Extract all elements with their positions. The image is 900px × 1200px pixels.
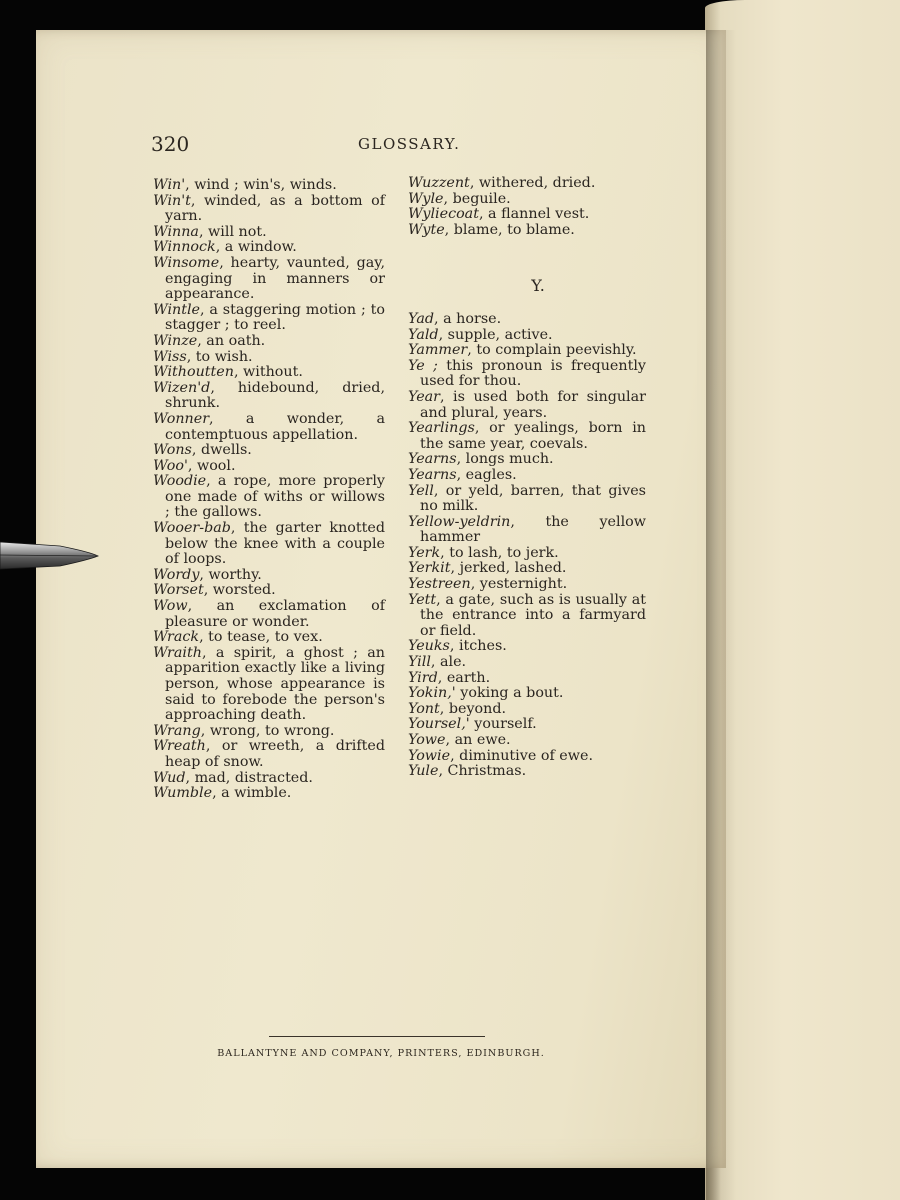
entry-definition: , or wreeth, a drifted heap of snow. — [165, 738, 385, 770]
entry-headword: Win't — [153, 192, 191, 209]
glossary-entry — [408, 749, 646, 765]
glossary-entry — [153, 178, 385, 194]
entry-definition: , a gate, such as is usually at the entrance into a farmyard or field. — [420, 591, 646, 639]
glossary-entry — [153, 412, 385, 443]
entry-headword: Wons — [153, 442, 192, 459]
glossary-entry — [153, 443, 385, 459]
entry-headword: Yokin,' — [408, 685, 456, 702]
entry-definition: , wool. — [187, 457, 236, 474]
glossary-entry — [408, 468, 646, 484]
entry-definition: , is used both for singular and plural, years. — [420, 388, 646, 421]
entry-definition: , wind ; win's, winds. — [185, 177, 337, 193]
entry-definition: , to complain peevishly. — [467, 342, 637, 359]
entry-headword: Winsome — [153, 254, 220, 271]
entry-definition: , itches. — [449, 638, 507, 655]
glossary-entry — [408, 421, 646, 452]
entry-headword: Yont — [408, 700, 440, 717]
glossary-entry — [408, 686, 646, 702]
entry-definition: , beguile. — [443, 190, 511, 207]
glossary-entry — [408, 452, 646, 468]
entry-definition: , diminutive of ewe. — [450, 747, 593, 764]
entry-headword: Yerk — [408, 544, 441, 561]
entry-headword: Yird — [408, 669, 438, 686]
glossary-column-right — [408, 176, 646, 780]
entry-definition: , a wonder, a contemptuous appellation. — [165, 410, 385, 443]
entry-definition: , longs much. — [456, 451, 554, 468]
entry-headword: Yammer — [408, 342, 468, 359]
entry-headword: Yearns — [408, 466, 457, 483]
glossary-entry — [153, 225, 385, 241]
printer-imprint: BALLANTYNE AND COMPANY, PRINTERS, EDINBURGH. — [217, 1048, 545, 1059]
entry-headword: Yald — [408, 326, 439, 343]
page-number: 320 — [151, 132, 190, 156]
entry-headword: Wyliecoat — [408, 206, 479, 223]
entry-headword: Wumble — [153, 785, 213, 802]
entry-headword: Yellow-yeldrin — [408, 513, 511, 530]
entry-definition: , without. — [233, 364, 303, 381]
entry-definition: , earth. — [437, 669, 491, 686]
entry-definition: , supple, active. — [438, 326, 553, 343]
entry-headword: Yett — [408, 591, 437, 608]
entry-headword: Yeuks — [408, 638, 450, 655]
entry-headword: Wrang — [153, 722, 201, 739]
entry-definition: , or yeld, barren, that gives no milk. — [420, 482, 646, 515]
glossary-entry — [408, 717, 646, 733]
glossary-entry — [153, 771, 385, 787]
glossary-entry — [408, 328, 646, 344]
glossary-entry — [408, 343, 646, 359]
entry-headword: Wintle — [153, 301, 201, 318]
entry-headword: Winnock — [153, 239, 216, 256]
entry-headword: Yill — [408, 654, 431, 671]
entry-headword: Yoursel,' — [408, 716, 470, 733]
entry-definition: , eagles. — [456, 466, 517, 483]
entry-definition: , withered, dried. — [469, 175, 596, 191]
entry-headword: Wud — [153, 769, 186, 786]
entry-definition: , worthy. — [199, 566, 262, 583]
entry-headword: Yerkit — [408, 560, 451, 577]
entry-headword: Yearlings — [408, 420, 475, 437]
entry-definition: , to lash, to jerk. — [440, 544, 559, 561]
glossary-entry — [408, 359, 646, 390]
entry-headword: Woo' — [153, 457, 188, 474]
entry-headword: Woodie — [153, 473, 207, 490]
glossary-entry — [408, 176, 646, 192]
entry-headword: Wyle — [408, 190, 444, 207]
entry-headword: Yowe — [408, 732, 446, 748]
glossary-entry — [153, 599, 385, 630]
glossary-column-left — [153, 178, 385, 802]
glossary-entry — [153, 739, 385, 770]
entry-definition: , the yellow hammer — [420, 513, 646, 546]
entry-definition: , to tease, to vex. — [199, 629, 323, 646]
glossary-entry — [153, 521, 385, 568]
footer-rule — [269, 1036, 485, 1037]
glossary-entry — [408, 223, 646, 239]
entry-headword: Wreath — [153, 738, 206, 755]
glossary-entry — [153, 568, 385, 584]
entry-headword: Wiss — [153, 348, 187, 365]
glossary-entry — [408, 312, 646, 328]
glossary-entry — [153, 459, 385, 475]
entry-headword: Wuzzent — [408, 175, 470, 191]
entry-headword: Yestreen — [408, 576, 471, 593]
glossary-entry — [153, 256, 385, 303]
entry-definition: , hidebound, dried, shrunk. — [165, 379, 385, 412]
glossary-entry — [153, 583, 385, 599]
entry-headword: Wizen'd — [153, 379, 211, 396]
entry-headword: Wrack — [153, 629, 200, 646]
entry-headword: Wonner — [153, 410, 210, 427]
glossary-entry — [408, 546, 646, 562]
entry-definition: , the garter knotted below the knee with a couple of loops. — [165, 520, 385, 568]
glossary-entry — [408, 207, 646, 223]
glossary-entry — [153, 350, 385, 366]
entry-definition: , an ewe. — [445, 732, 511, 748]
page-gutter-shadow — [706, 30, 736, 1200]
page-header — [36, 132, 726, 162]
entry-headword: Ye ; — [408, 357, 438, 374]
entry-definition: , beyond. — [439, 700, 507, 717]
entry-headword: Win' — [153, 177, 186, 193]
glossary-entry — [408, 639, 646, 655]
entry-headword: Yule — [408, 763, 439, 780]
entry-definition: , a staggering motion ; to stagger ; to reel. — [165, 301, 385, 334]
entry-definition: yoking a bout. — [455, 685, 564, 702]
entry-definition: , to wish. — [186, 348, 253, 365]
entry-headword: Yell — [408, 482, 434, 499]
glossary-entry — [153, 240, 385, 256]
entry-headword: Withoutten — [153, 364, 234, 381]
glossary-entry — [153, 646, 385, 724]
entry-definition: , worsted. — [203, 582, 276, 599]
entry-headword: Wooer-bab — [153, 520, 231, 537]
entry-definition: , Christmas. — [438, 763, 527, 780]
entry-headword: Worset — [153, 582, 204, 599]
entry-definition: , wrong, to wrong. — [200, 722, 335, 739]
glossary-entry — [153, 381, 385, 412]
glossary-entry — [153, 365, 385, 381]
entry-definition: , dwells. — [191, 442, 252, 459]
glossary-entry — [153, 786, 385, 802]
glossary-entry — [408, 655, 646, 671]
entry-definition: , winded, as a bottom of yarn. — [165, 192, 385, 225]
glossary-entry — [408, 671, 646, 687]
glossary-entry — [408, 764, 646, 780]
entry-definition: , ale. — [430, 654, 467, 671]
glossary-entry — [153, 334, 385, 350]
entry-definition: , an oath. — [197, 332, 266, 349]
section-letter-heading: Y. — [531, 276, 545, 296]
glossary-entry — [153, 630, 385, 646]
glossary-entry — [408, 577, 646, 593]
glossary-entry — [408, 390, 646, 421]
glossary-entry — [153, 474, 385, 521]
glossary-entry — [408, 192, 646, 208]
entry-definition: , an exclamation of pleasure or wonder. — [165, 598, 385, 630]
entry-definition: , a spirit, a ghost ; an apparition exactly like a living person, whose appearance is said to forebode the person's approaching death. — [165, 644, 385, 724]
book-page — [36, 30, 726, 1168]
entry-definition: , mad, distracted. — [185, 769, 313, 786]
entry-definition: , a flannel vest. — [478, 206, 590, 223]
entry-headword: Wow — [153, 598, 188, 615]
glossary-entry — [153, 303, 385, 334]
glossary-entry — [408, 515, 646, 546]
entry-headword: Yowie — [408, 747, 451, 764]
entry-definition: , blame, to blame. — [444, 221, 575, 238]
glossary-entry — [408, 593, 646, 640]
running-head: GLOSSARY. — [358, 135, 461, 153]
y-entries — [408, 312, 646, 780]
glossary-entry — [408, 484, 646, 515]
entry-headword: Wordy — [153, 566, 200, 583]
entry-headword: Yearns — [408, 451, 457, 468]
entry-headword: Wyte — [408, 221, 445, 238]
entry-definition: , or yealings, born in the same year, coevals. — [420, 420, 646, 452]
entry-headword: Winze — [153, 332, 198, 349]
entry-headword: Winna — [153, 223, 199, 240]
entry-headword: Wraith — [153, 644, 202, 661]
entry-definition: , jerked, lashed. — [450, 560, 567, 577]
w-entries — [408, 176, 646, 238]
glossary-entry — [408, 702, 646, 718]
entry-definition: , yesternight. — [470, 576, 568, 593]
entry-definition: , a rope, more properly one made of withs or willows ; the gallows. — [165, 473, 385, 521]
entry-headword: Yad — [408, 310, 435, 327]
glossary-entry — [153, 194, 385, 225]
entry-definition: , will not. — [198, 223, 267, 240]
entry-definition: this pronoun is frequently used for thou. — [420, 357, 646, 390]
glossary-entry — [408, 561, 646, 577]
entry-definition: , a wimble. — [212, 785, 292, 802]
entry-definition: , a window. — [215, 239, 297, 256]
glossary-entry — [153, 724, 385, 740]
entry-headword: Year — [408, 388, 441, 405]
entry-definition: yourself. — [469, 716, 537, 733]
pen-nib-icon — [0, 538, 100, 572]
entry-definition: , hearty, vaunted, gay, engaging in manners or appearance. — [165, 254, 385, 303]
entry-definition: , a horse. — [434, 310, 502, 327]
glossary-entry — [408, 733, 646, 749]
